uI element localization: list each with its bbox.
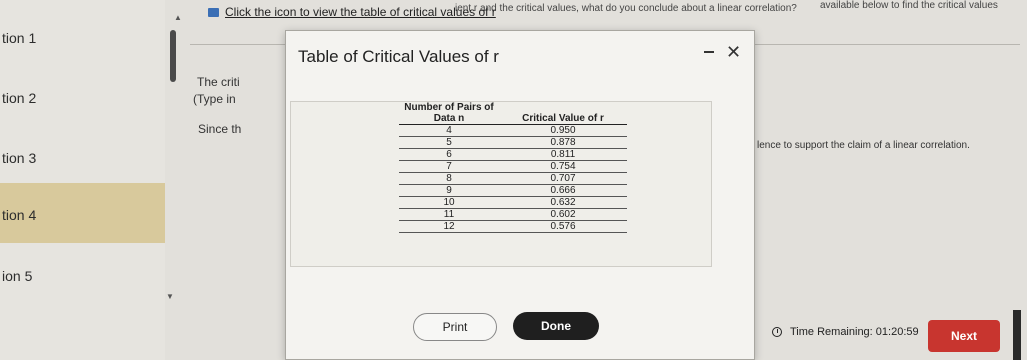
- sidebar-item-label: ion 5: [2, 268, 33, 284]
- table-row: [399, 173, 627, 185]
- sidebar-item-label: tion 3: [2, 150, 37, 166]
- table-link-text[interactable]: Click the icon to view the table of critical values of r: [225, 5, 496, 19]
- timer-label: Time Remaining:: [790, 326, 873, 338]
- sidebar-item-question-4[interactable]: [0, 183, 165, 243]
- cell-n: 7: [399, 161, 499, 173]
- cell-n: 11: [399, 209, 499, 221]
- question-text-since: Since th: [198, 122, 242, 136]
- cell-n: 6: [399, 149, 499, 161]
- close-icon[interactable]: ✕: [726, 42, 742, 62]
- scroll-down-icon[interactable]: ▼: [166, 292, 174, 301]
- table-row: [399, 197, 627, 209]
- table-row: [399, 209, 627, 221]
- table-header-row: [399, 102, 627, 125]
- sidebar-item-label: tion 4: [2, 207, 37, 223]
- sidebar-item-question-3[interactable]: [0, 126, 165, 186]
- question-sidebar: [0, 0, 165, 360]
- critical-values-table: [399, 102, 627, 233]
- table-container: [290, 101, 712, 267]
- cell-r: 0.707: [499, 173, 627, 185]
- print-button[interactable]: Print: [413, 313, 497, 341]
- cell-n: 12: [399, 221, 499, 233]
- timer-value: 01:20:59: [875, 326, 919, 338]
- sidebar-item-label: tion 1: [2, 30, 37, 46]
- table-row: [399, 161, 627, 173]
- cell-n: 5: [399, 137, 499, 149]
- sidebar-item-question-1[interactable]: [0, 6, 165, 66]
- scrollbar-right[interactable]: [1013, 310, 1021, 360]
- cell-r: 0.602: [499, 209, 627, 221]
- cell-r: 0.811: [499, 149, 627, 161]
- cell-n: 4: [399, 125, 499, 137]
- next-button[interactable]: Next: [928, 320, 1000, 352]
- minimize-icon[interactable]: [704, 51, 714, 53]
- cell-r: 0.950: [499, 125, 627, 137]
- sidebar-item-question-5[interactable]: [0, 244, 165, 304]
- table-row: [399, 137, 627, 149]
- cell-r: 0.576: [499, 221, 627, 233]
- question-prompt-fragment: ient r and the critical values, what do you conclude about a linear correlation?: [455, 3, 797, 14]
- table-row: [399, 185, 627, 197]
- table-row: [399, 221, 627, 233]
- done-button[interactable]: Done: [513, 312, 599, 340]
- critical-values-modal: [285, 30, 755, 360]
- cell-r: 0.878: [499, 137, 627, 149]
- scroll-up-icon[interactable]: ▲: [174, 13, 182, 22]
- table-row: [399, 149, 627, 161]
- question-text-type-in: (Type in: [193, 92, 236, 106]
- column-header-r: Critical Value of r: [499, 102, 627, 125]
- time-remaining: [772, 326, 919, 338]
- question-text-evidence: lence to support the claim of a linear correlation.: [757, 140, 970, 151]
- cell-n: 8: [399, 173, 499, 185]
- column-header-n: Number of Pairs of Data n: [399, 102, 499, 125]
- question-text-crit: The criti: [197, 75, 240, 89]
- cell-r: 0.666: [499, 185, 627, 197]
- modal-title: Table of Critical Values of r: [298, 47, 499, 66]
- cell-n: 10: [399, 197, 499, 209]
- question-prompt-fragment-right: available below to find the critical values: [820, 0, 998, 11]
- scrollbar-thumb[interactable]: [170, 30, 176, 82]
- clock-icon: [772, 327, 782, 337]
- table-row: [399, 125, 627, 137]
- sidebar-item-question-2[interactable]: [0, 66, 165, 126]
- cell-n: 9: [399, 185, 499, 197]
- cell-r: 0.754: [499, 161, 627, 173]
- sidebar-item-label: tion 2: [2, 90, 37, 106]
- cell-r: 0.632: [499, 197, 627, 209]
- table-icon-link[interactable]: [208, 5, 496, 19]
- table-icon[interactable]: [208, 8, 219, 17]
